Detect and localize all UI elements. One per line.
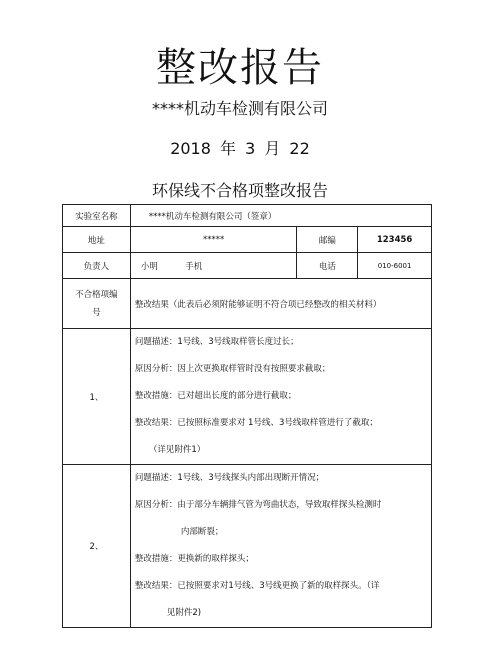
address-label: 地址 (63, 227, 131, 253)
item-number-header-line2: 号 (92, 307, 101, 318)
result-header: 整改结果（此表后必须附能够证明不符合项已经整改的相关材料） (130, 279, 431, 329)
item-2-cause: 原因分析：由于部分车辆排气管为弯曲状态，导致取样探头检测时 (134, 500, 382, 510)
item-1-measure: 整改措施：已对超出长度的部分进行截取； (134, 391, 297, 401)
lab-name-value: ****机动车检测有限公司（签章） (130, 205, 431, 227)
rectification-table (62, 204, 432, 628)
row-header (63, 279, 432, 329)
row-address (63, 227, 432, 253)
phone-label: 电话 (297, 253, 358, 279)
item-1-attachment: （详见附件1） (148, 445, 206, 455)
item-2-measure: 整改措施：更换新的取样探头； (134, 554, 254, 564)
item-row-2 (63, 465, 432, 628)
company-name: ****机动车检测有限公司 (151, 99, 328, 118)
item-1-result: 整改结果：已按照标准要求对 1号线、3号线取样管进行了截取； (134, 418, 378, 428)
item-number-header (63, 279, 131, 329)
item-1-problem: 问题描述：1号线、3号线取样管长度过长； (134, 337, 299, 347)
item-2-cause-cont: 内部断裂； (180, 527, 224, 537)
item-2-problem: 问题描述：1号线、3号线探头内部出现断开情况； (134, 473, 325, 483)
item-1-number: 1、 (63, 329, 131, 465)
document-title: 整改报告 (156, 45, 324, 91)
report-subtitle: 环保线不合格项整改报告 (151, 181, 328, 200)
item-1-content (130, 329, 431, 465)
item-2-number: 2、 (63, 465, 131, 628)
item-row-1 (63, 329, 432, 465)
address-value: ***** (130, 227, 297, 253)
item-1-cause: 原因分析：因上次更换取样管时没有按照要求截取； (134, 364, 331, 374)
item-number-header-line1: 不合格项编 (75, 289, 118, 300)
row-lab-name (63, 205, 432, 227)
mobile-label: 手机 (185, 261, 203, 272)
postcode-value: 123456 (358, 227, 432, 253)
postcode-label: 邮编 (297, 227, 358, 253)
responsible-value (130, 253, 297, 279)
item-2-result: 整改结果：已按照要求对1号线、3号线更换了新的取样探头。（详 (134, 581, 380, 591)
lab-name-label: 实验室名称 (63, 205, 131, 227)
phone-value: 010-6001 (358, 253, 432, 279)
report-date: 2018 年 3 月 22 (170, 139, 310, 158)
row-responsible (63, 253, 432, 279)
responsible-name: 小明 (140, 261, 158, 272)
item-2-content (130, 465, 431, 628)
item-2-attachment: 见附件2) (166, 608, 202, 618)
responsible-label: 负责人 (63, 253, 131, 279)
